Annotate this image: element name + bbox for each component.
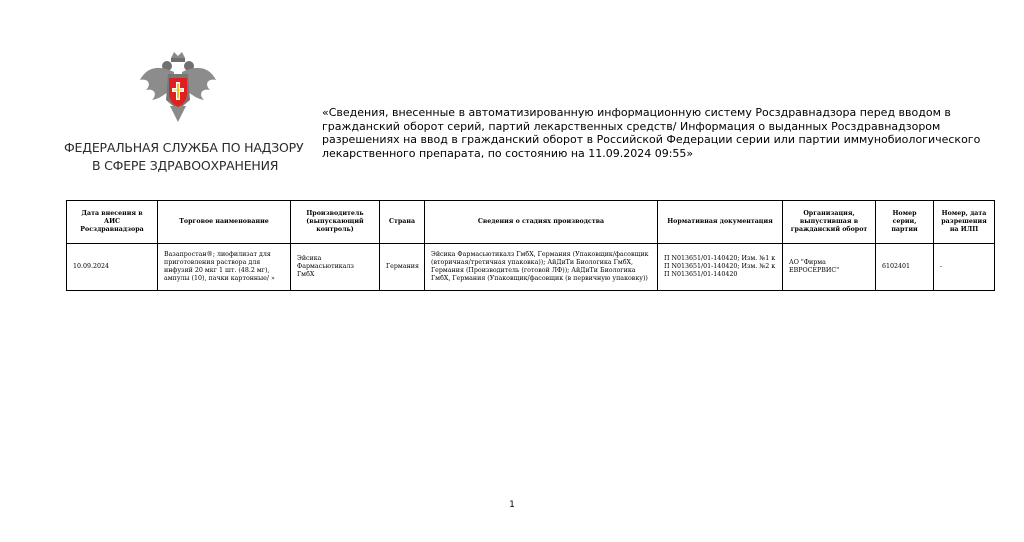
- cell-normative-doc: П N013651/01-140420; Изм. №1 к П N013651/01-140420; Изм. №2 к П N013651/01-140420: [658, 244, 783, 291]
- cell-manufacturer: Эйсика Фармасьютикалз ГмбХ: [291, 244, 380, 291]
- cell-country: Германия: [380, 244, 425, 291]
- column-header-organization: Организация, выпустившая в гражданский оборот: [783, 201, 876, 244]
- agency-name-line1: ФЕДЕРАЛЬНАЯ СЛУЖБА ПО НАДЗОРУ: [64, 140, 304, 155]
- cell-date: 10.09.2024: [67, 244, 158, 291]
- cell-stages: Эйсика Фармасьютикалз ГмбХ, Германия (Упаковщик/фасовщик (вторичная/третичная упаковка)); АйДиТи Биологика ГмбХ, Германия (Производитель (готовой ЛФ)); АйДиТи Биологика ГмбХ, Германия (Упаковщик/фасовщик (в первичную упаковку)): [425, 244, 658, 291]
- cell-trade-name: Вазапростан®; лиофилизат для приготовления раствора для инфузий 20 мкг 1 шт. (48.2 мг), ампулы (10), пачки картонные/ »: [158, 244, 291, 291]
- column-header-normative-doc: Нормативная документация: [658, 201, 783, 244]
- double-headed-eagle-emblem-icon: [138, 50, 218, 125]
- column-header-stages: Сведения о стадиях производства: [425, 201, 658, 244]
- agency-name-line2: В СФЕРЕ ЗДРАВООХРАНЕНИЯ: [92, 158, 279, 173]
- column-header-trade-name: Торговое наименование: [158, 201, 291, 244]
- page-number: 1: [509, 500, 515, 510]
- column-header-permit: Номер, дата разрешения на ИЛП: [934, 201, 995, 244]
- cell-permit: -: [934, 244, 995, 291]
- column-header-country: Страна: [380, 201, 425, 244]
- column-header-series: Номер серии, партии: [876, 201, 934, 244]
- table-row: [67, 244, 995, 291]
- registry-table: [66, 200, 995, 291]
- agency-name: [64, 139, 304, 175]
- table-header-row: [67, 201, 995, 244]
- column-header-date: Дата внесения в АИС Росздравнадзора: [67, 201, 158, 244]
- logo-emblem: [138, 50, 218, 125]
- column-header-manufacturer: Производитель (выпускающий контроль): [291, 201, 380, 244]
- cell-series: 6102401: [876, 244, 934, 291]
- page-title: «Сведения, внесенные в автоматизированную информационную систему Росздравнадзора перед вводом в гражданский оборот серий, партий лекарственных средств/ Информация о выданных Росздравнадзором разрешениях на ввод в гражданский оборот в Российской Федерации серии или партии иммунобиологического лекарственного препарата, по состоянию на 11.09.2024 09:55»: [322, 106, 981, 160]
- cell-organization: АО "Фирма ЕВРОСЕРВИС": [783, 244, 876, 291]
